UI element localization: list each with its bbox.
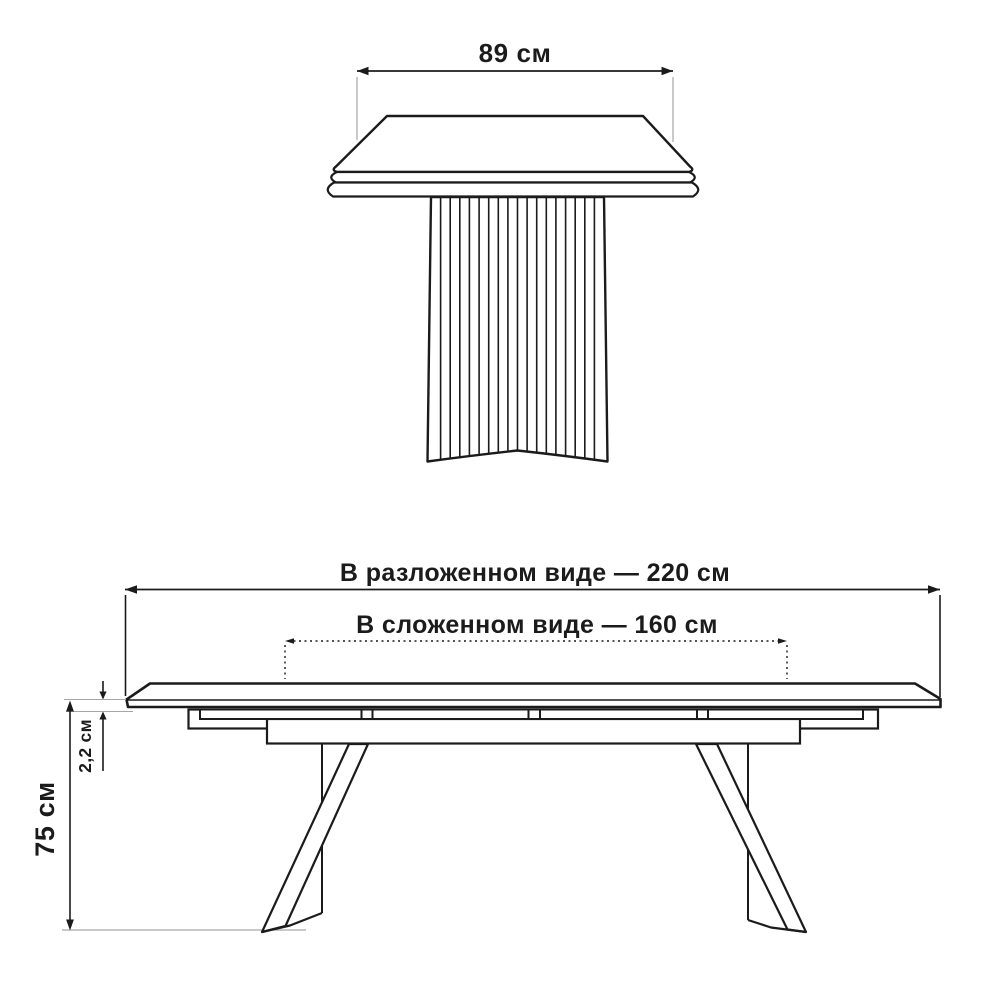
arrowhead-right: [778, 638, 787, 644]
pedestal: [428, 197, 608, 462]
height-label: 75 см: [30, 781, 60, 857]
tabletop-band-lower: [328, 183, 699, 197]
tabletop-end-profile: [328, 116, 699, 197]
underframe: [189, 710, 879, 744]
left-leg: [262, 744, 368, 932]
thickness-dimension: [64, 681, 133, 773]
tabletop-side-outline: [127, 684, 941, 708]
arrowhead-down: [99, 692, 106, 700]
width-dimension-label: 89 см: [478, 38, 552, 68]
arrowhead-left: [125, 585, 137, 594]
tabletop-slab: [334, 116, 693, 172]
folded-width-label: В сложенном виде — 160 см: [356, 611, 718, 639]
tabletop-side: [127, 684, 941, 708]
right-leg-strut: [696, 744, 806, 932]
slide-rail-inner: [200, 710, 863, 720]
folded-width-dimension: [285, 611, 787, 679]
arrowhead-right: [662, 67, 674, 75]
right-leg: [696, 744, 806, 932]
arrowhead-left: [357, 67, 369, 75]
thickness-label: 2,2 см: [75, 719, 95, 773]
table-side-view: [30, 559, 941, 932]
apron-box: [267, 719, 800, 744]
arrowhead-up: [66, 701, 74, 712]
arrowhead-left: [285, 638, 294, 644]
arrowhead-down: [66, 920, 74, 931]
left-leg-strut: [262, 744, 368, 932]
table-end-view: [328, 38, 699, 462]
arrowhead-right: [928, 585, 940, 594]
tabletop-band-middle: [331, 172, 695, 183]
height-dimension: [30, 701, 74, 931]
extended-width-label: В разложенном виде — 220 см: [339, 559, 731, 587]
